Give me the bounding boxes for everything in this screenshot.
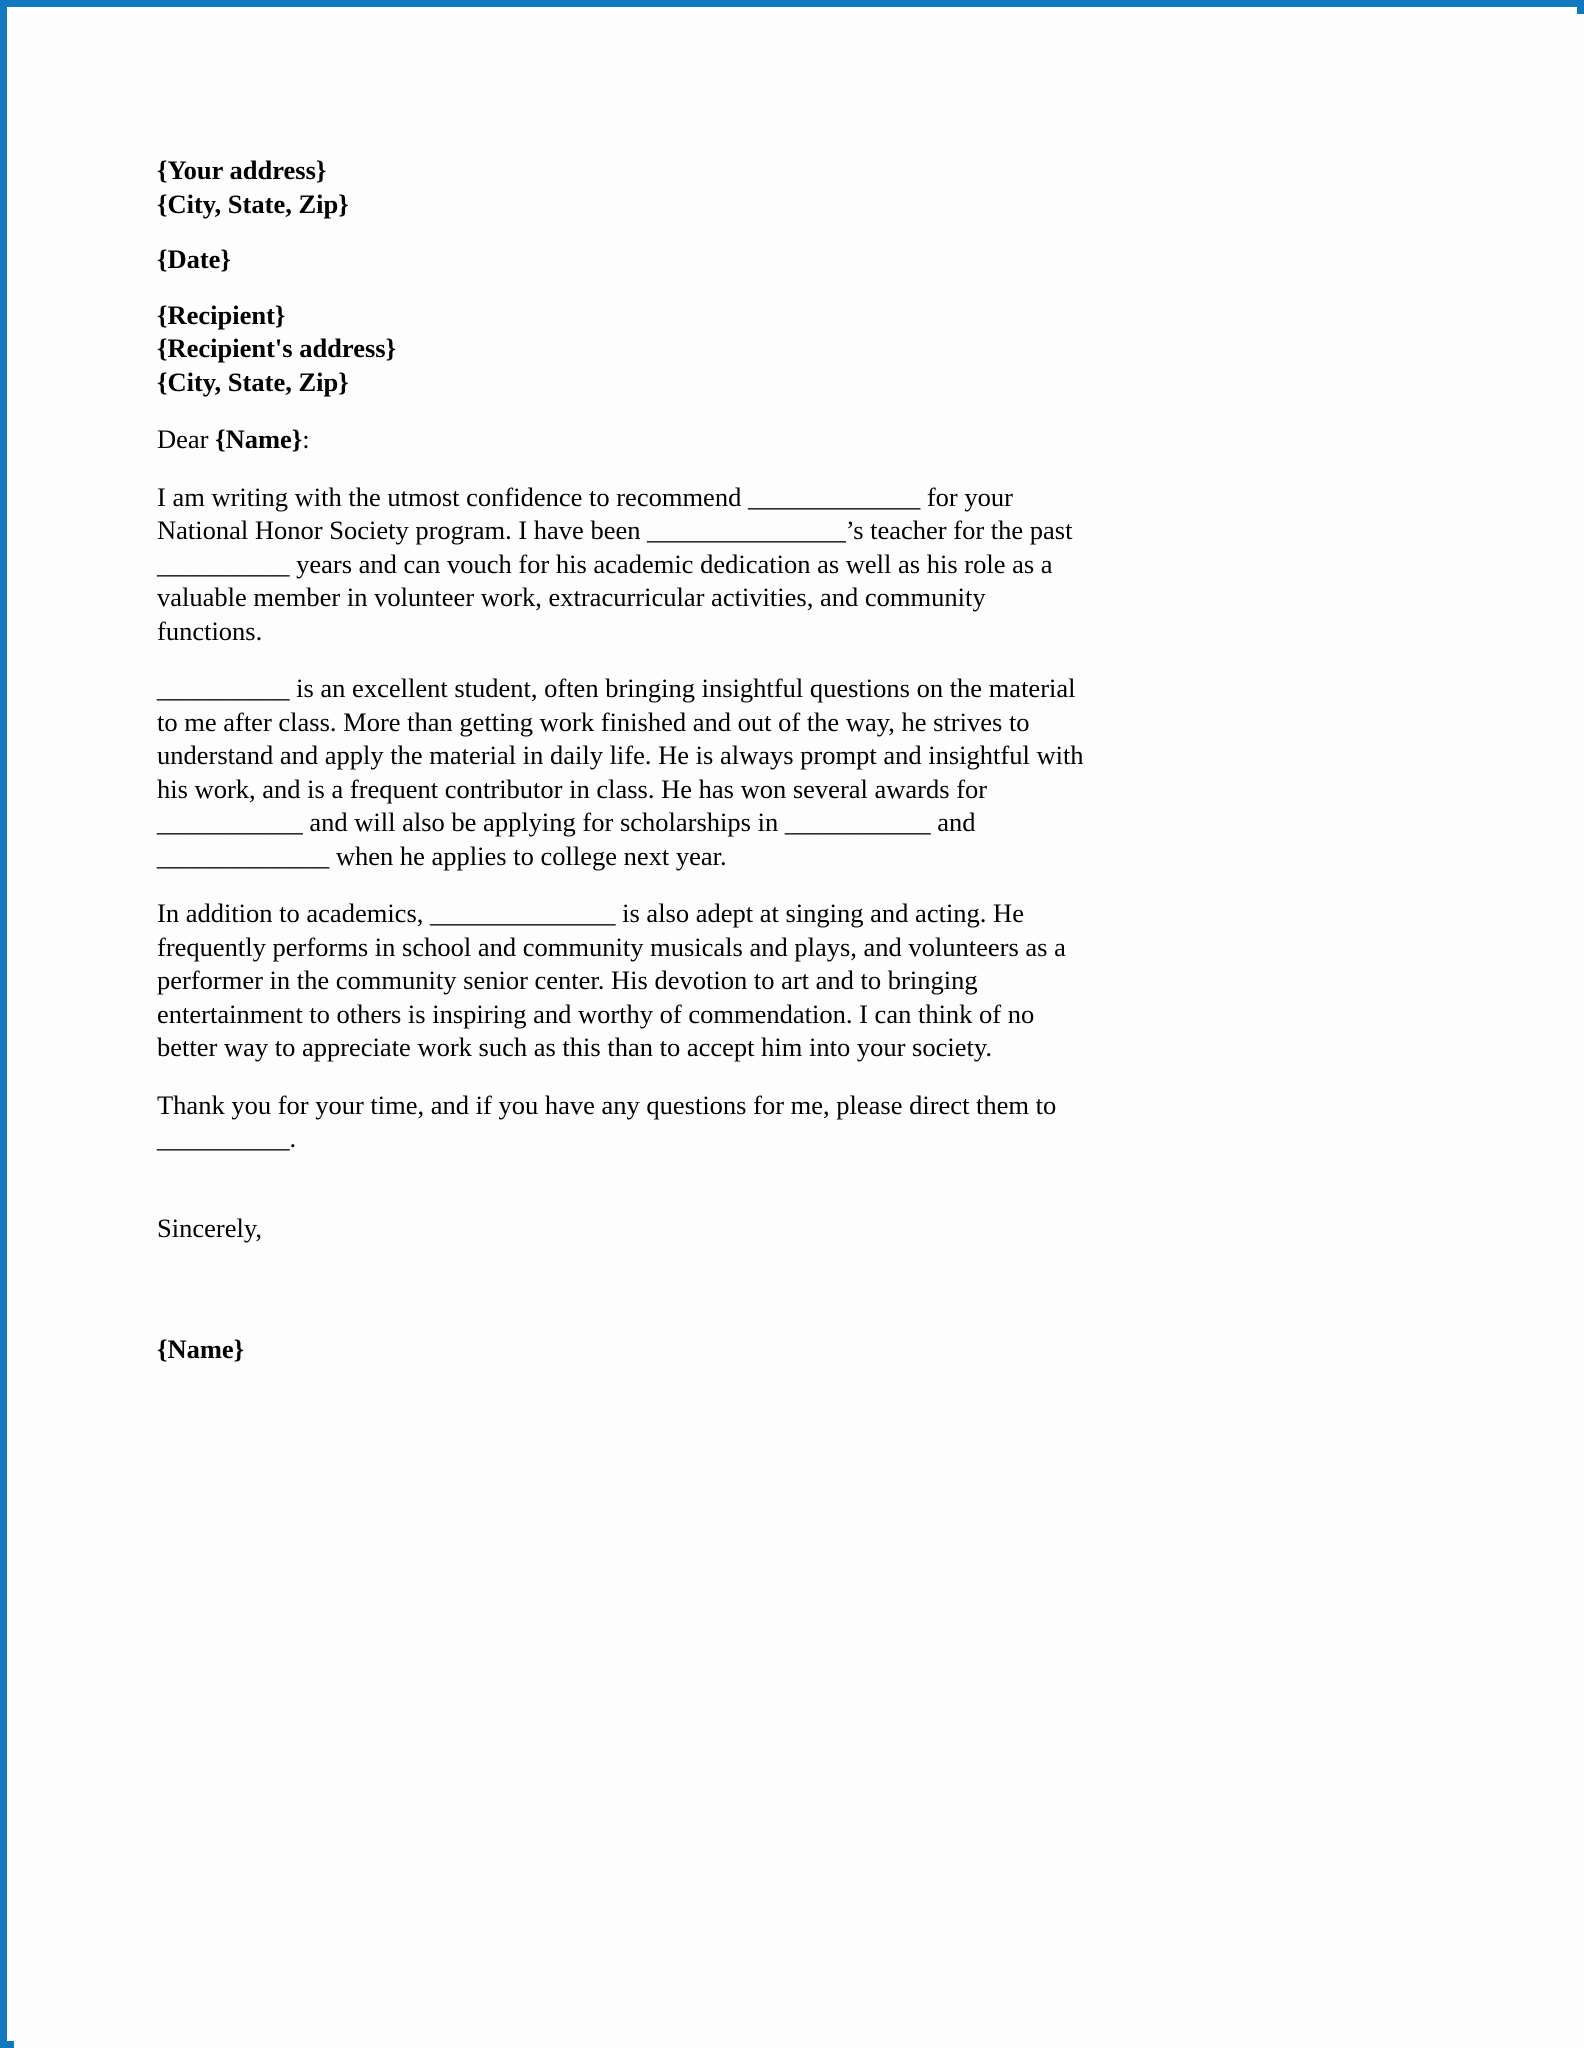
salutation-punctuation: : [302, 424, 310, 454]
recipient-city-state-zip: {City, State, Zip} [157, 366, 349, 397]
spacer [157, 1065, 1092, 1089]
spacer [157, 1156, 1092, 1212]
sender-address-block [157, 154, 1092, 221]
recipient-address-block [157, 299, 1092, 400]
sender-address-line: {Your address} [157, 155, 327, 185]
signature-space [157, 1245, 1092, 1333]
signature-name: {Name} [157, 1334, 245, 1364]
paragraph-thank-you: Thank you for your time, and if you have any questions for me, please direct them to __________. [157, 1089, 1057, 1153]
recipient-address-line: {Recipient's address} [157, 333, 397, 363]
spacer [157, 277, 1092, 299]
spacer [157, 873, 1092, 897]
date-line: {Date} [157, 244, 231, 274]
salutation-line [157, 423, 1092, 457]
recipient-name: {Recipient} [157, 299, 286, 330]
salutation-greeting: Dear [157, 424, 216, 454]
salutation-name-token: {Name} [215, 424, 303, 454]
paragraph-intro: I am writing with the utmost confidence to recommend _____________ for your National Honor Society program. I have been _______________’s teacher for the past __________ years and can vouch for his academic dedication as well as his role as a valuable member in volunteer work, extracurricular activities, and community functions. [157, 481, 1073, 646]
spacer [157, 221, 1092, 243]
sender-city-state-zip: {City, State, Zip} [157, 188, 349, 219]
spacer [157, 399, 1092, 423]
document-sheet [14, 14, 1584, 2048]
spacer [157, 457, 1092, 481]
paragraph-arts: In addition to academics, ______________ is also adept at singing and acting. He frequently performs in school and community musicals and plays, and volunteers as a performer in the community senior center. His devotion to art and to bringing entertainment to others is inspiring and worthy of commendation. I can think of no better way to appreciate work such as this than to accept him into your society. [157, 898, 1066, 1062]
letter-body [157, 154, 1092, 1367]
paragraph-academics: __________ is an excellent student, often bringing insightful questions on the material to me after class. More than getting work finished and out of the way, he strives to understand and apply the material in daily life. He is always prompt and insightful with his work, and is a frequent contributor in class. He has won several awards for ___________ and will also be applying for scholarships in ___________ and _____________ when he applies to college next year. [157, 673, 1084, 871]
spacer [157, 648, 1092, 672]
closing-line: Sincerely, [157, 1212, 262, 1243]
date-block [157, 243, 1092, 277]
